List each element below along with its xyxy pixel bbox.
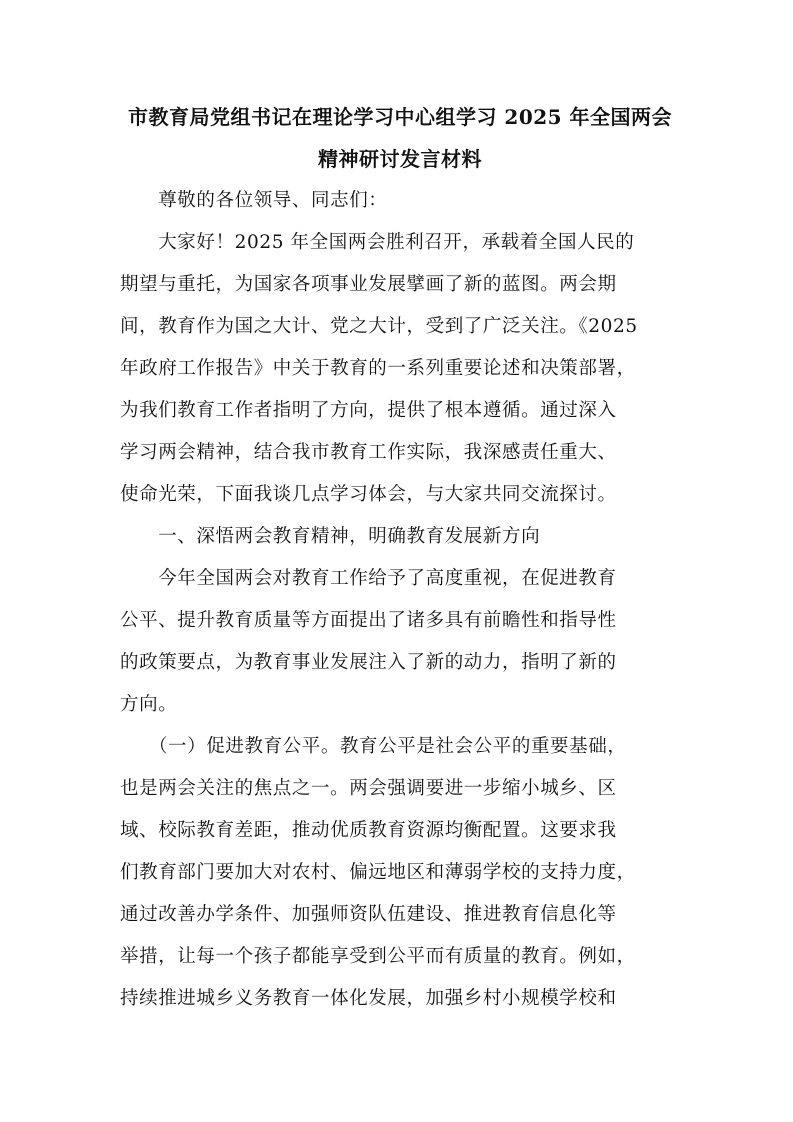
body-line: 为我们教育工作者指明了方向，提供了根本遵循。通过深入 [120,400,617,421]
document-title-line-2: 精神研讨发言材料 [318,147,482,171]
body-line: 今年全国两会对教育工作给予了高度重视，在促进教育 [120,568,617,589]
body-line: 持续推进城乡义务教育一体化发展，加强乡村小规模学校和 [120,988,617,1009]
section-heading: 一、深悟两会教育精神，明确教育发展新方向 [120,526,541,547]
body-line: 公平、提升教育质量等方面提出了诸多具有前瞻性和指导性 [120,610,617,631]
body-line: 间，教育作为国之大计、党之大计，受到了广泛关注。《2025 [120,316,638,337]
body-line: 的政策要点，为教育事业发展注入了新的动力，指明了新的 [120,652,617,673]
body-line: 也是两会关注的焦点之一。两会强调要进一步缩小城乡、区 [120,778,617,799]
document-title-line-1: 市教育局党组书记在理论学习中心组学习 2025 年全国两会 [127,105,673,129]
body-line: 域、校际教育差距，推动优质教育资源均衡配置。这要求我 [120,820,617,841]
body-line: 期望与重托，为国家各项事业发展擘画了新的蓝图。两会期 [120,274,617,295]
body-line: 们教育部门要加大对农村、偏远地区和薄弱学校的支持力度， [120,862,636,883]
body-line: 使命光荣，下面我谈几点学习体会，与大家共同交流探讨。 [120,484,617,505]
salutation: 尊敬的各位领导、同志们： [120,190,388,211]
body-line: 大家好！2025 年全国两会胜利召开，承载着全国人民的 [120,232,635,253]
body-line: 方向。 [120,694,178,715]
body-line: 通过改善办学条件、加强师资队伍建设、推进教育信息化等 [120,904,617,925]
body-line: 举措，让每一个孩子都能享受到公平而有质量的教育。例如， [120,946,636,967]
body-line: 年政府工作报告》中关于教育的一系列重要论述和决策部署， [120,358,636,379]
body-line: 学习两会精神，结合我市教育工作实际，我深感责任重大、 [120,442,617,463]
body-line: （一）促进教育公平。教育公平是社会公平的重要基础， [120,736,627,757]
